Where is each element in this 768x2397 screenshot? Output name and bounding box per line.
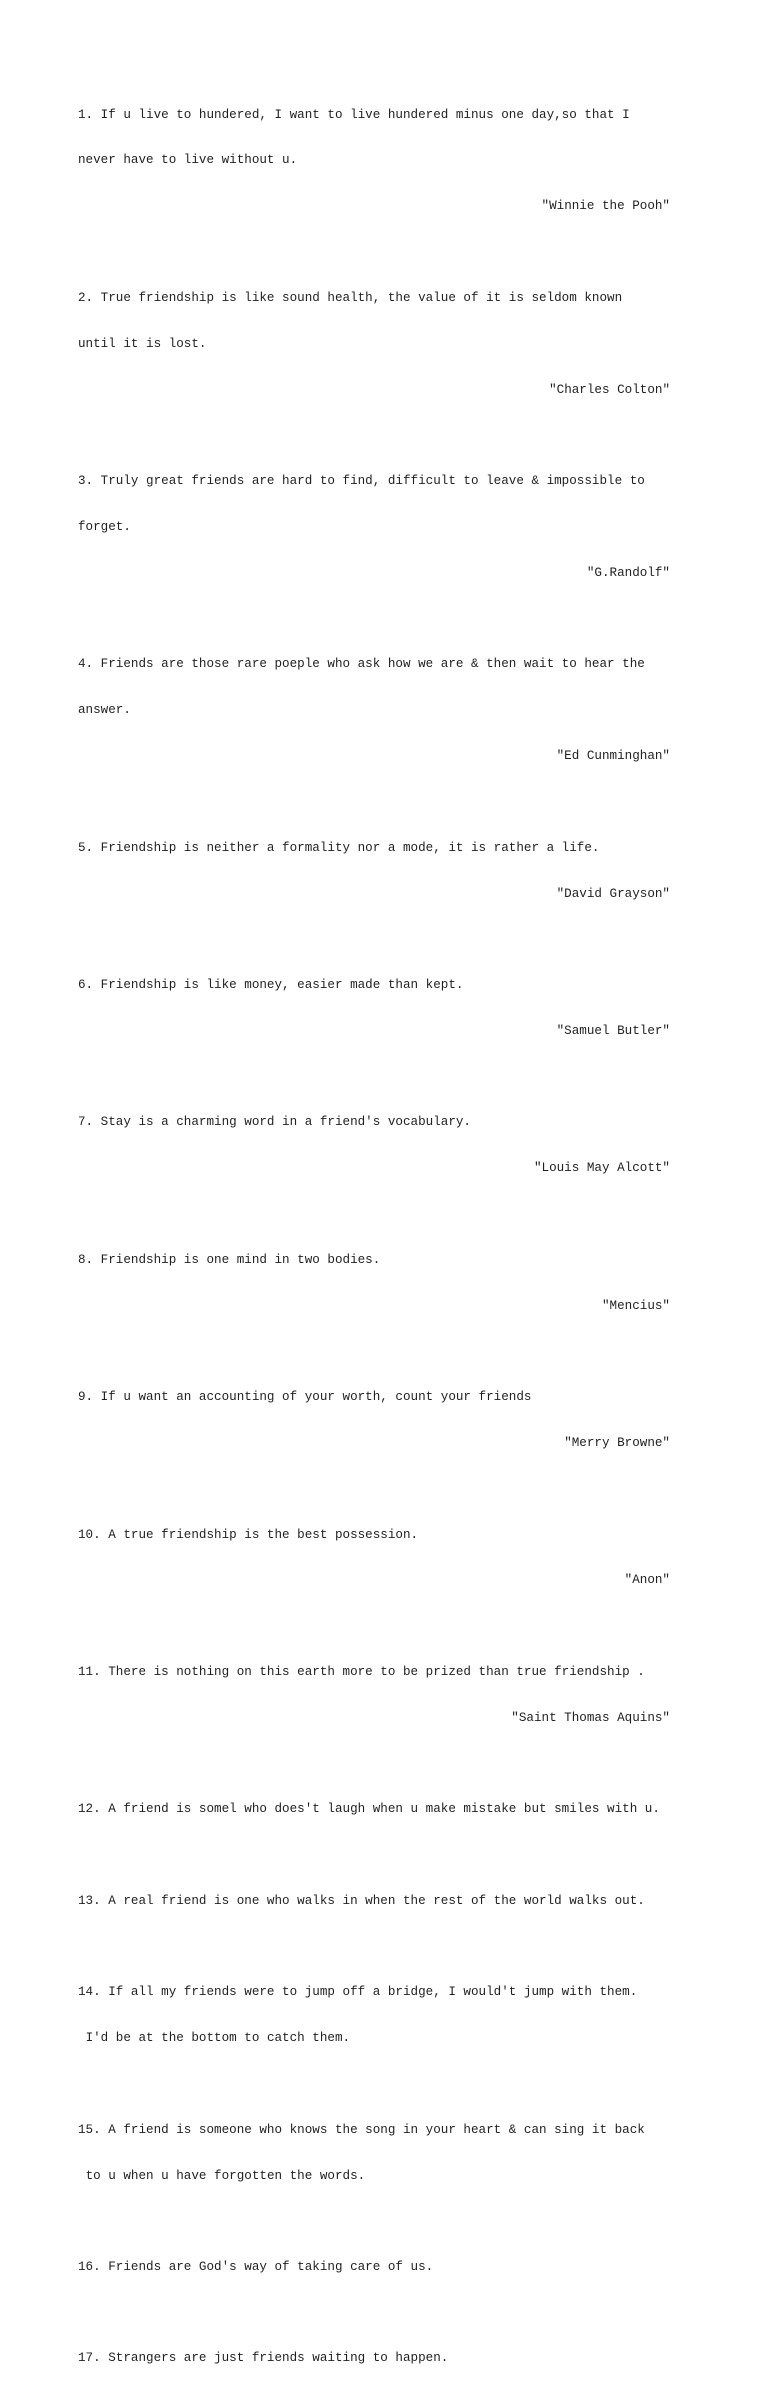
quote-14 (78, 1955, 670, 2077)
quote-text-line: 6. Friendship is like money, easier made than kept. (78, 978, 464, 993)
quote-text-line: 5. Friendship is neither a formality nor a mode, it is rather a life. (78, 840, 600, 855)
quote-text-line: 12. A friend is somel who does't laugh when u make mistake but smiles with u. (78, 1802, 660, 1817)
quote-text-line: forget. (78, 520, 131, 535)
quote-author: "Winnie the Pooh" (541, 199, 670, 214)
quote-7 (78, 1085, 670, 1207)
quote-13 (78, 1863, 670, 1939)
quote-text-line: 2. True friendship is like sound health, the value of it is seldom known (78, 290, 623, 305)
quote-text-line: 15. A friend is someone who knows the song in your heart & can sing it back (78, 2122, 645, 2137)
quote-text-line: 14. If all my friends were to jump off a bridge, I would't jump with them. (78, 1985, 638, 2000)
quote-8 (78, 1222, 670, 1344)
quote-12 (78, 1772, 670, 1848)
quote-3 (78, 444, 670, 612)
quote-17 (78, 2321, 670, 2397)
quote-author: "David Grayson" (556, 886, 670, 901)
quote-5 (78, 810, 670, 932)
quote-author: "Samuel Butler" (556, 1023, 670, 1038)
quote-text-line: 13. A real friend is one who walks in when the rest of the world walks out. (78, 1893, 645, 1908)
quote-16 (78, 2229, 670, 2305)
quote-text-line: 9. If u want an accounting of your worth, count your friends (78, 1390, 532, 1405)
quote-1 (78, 77, 670, 245)
quote-author: "Louis May Alcott" (533, 1161, 670, 1176)
quote-author: "Mencius" (601, 1298, 670, 1313)
quote-author: "G.Randolf" (586, 565, 670, 580)
quote-text-line: answer. (78, 703, 131, 718)
quote-text-line: 16. Friends are God's way of taking care of us. (78, 2260, 434, 2274)
quote-text-line: 8. Friendship is one mind in two bodies. (78, 1252, 381, 1267)
quote-text-line: I'd be at the bottom to catch them. (78, 2031, 351, 2046)
quote-10 (78, 1497, 670, 1619)
quote-text-line: 17. Strangers are just friends waiting to happen. (78, 2351, 449, 2366)
quote-text-line: to u when u have forgotten the words. (78, 2168, 366, 2183)
quote-author: "Anon" (624, 1573, 670, 1588)
document-page (78, 77, 670, 2397)
quote-text-line: 4. Friends are those rare poeple who ask how we are & then wait to hear the (78, 657, 645, 672)
quote-2 (78, 260, 670, 428)
quote-11 (78, 1634, 670, 1756)
quote-text-line: 3. Truly great friends are hard to find, difficult to leave & impossible to (78, 474, 645, 489)
quote-9 (78, 1360, 670, 1482)
quote-text-line: 1. If u live to hundered, I want to live hundered minus one day,so that I (78, 107, 630, 122)
quote-author: "Merry Browne" (564, 1436, 670, 1451)
quote-4 (78, 627, 670, 795)
quote-author: "Saint Thomas Aquins" (511, 1710, 670, 1725)
quote-author: "Ed Cunminghan" (556, 749, 670, 764)
quote-author: "Charles Colton" (549, 382, 670, 397)
quote-15 (78, 2092, 670, 2214)
quote-text-line: until it is lost. (78, 336, 207, 351)
quote-text-line: 7. Stay is a charming word in a friend's vocabulary. (78, 1115, 471, 1130)
quote-text-line: 10. A true friendship is the best possession. (78, 1527, 419, 1542)
quote-text-line: never have to live without u. (78, 153, 298, 168)
quote-6 (78, 947, 670, 1069)
quote-text-line: 11. There is nothing on this earth more to be prized than true friendship . (78, 1664, 645, 1679)
